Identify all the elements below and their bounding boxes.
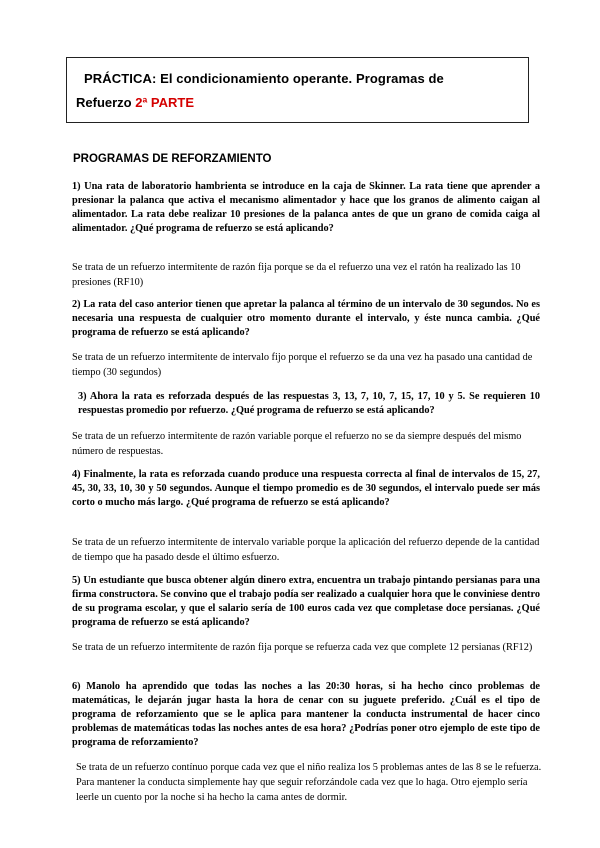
question-4: 4) Finalmente, la rata es reforzada cuando produce una respuesta correcta al final de intervalos de 15, 27, 45, 30, 33, 10, 30 y 50 segundos. Aunque el tiempo promedio es de 30 segundos, el intervalo puede ser más corto o mucho más largo. ¿Qué programa de refuerzo se está aplicando?	[72, 469, 540, 508]
section-title: PROGRAMAS DE REFORZAMIENTO	[73, 153, 272, 165]
question-3: 3) Ahora la rata es reforzada después de las respuestas 3, 13, 7, 10, 7, 15, 17, 10 y 5. Se requieren 10 respuestas promedio por refuerzo. ¿Qué programa de refuerzo se está aplicando?	[78, 391, 540, 416]
answer-4: Se trata de un refuerzo intermitente de intervalo variable porque la aplicación del refuerzo depende de la cantidad de tiempo que ha pasado desde el último esfuerzo.	[72, 537, 540, 563]
answer-5: Se trata de un refuerzo intermitente de razón fija porque se refuerza cada vez que complete 12 persianas (RF12)	[72, 642, 533, 653]
answer-1: Se trata de un refuerzo intermitente de razón fija porque se da el refuerzo una vez el ratón ha realizado las 10 presiones (RF10)	[72, 262, 521, 288]
question-5: 5) Un estudiante que busca obtener algún dinero extra, encuentra un trabajo pintando persianas para una firma constructora. Se convino que el trabajo podía ser realizado a cualquier hora que le conviniese dentro de su programa escolar, y que el salario sería de 100 euros cada vez que completase doce persianas. ¿Qué programa de refuerzo se está aplicando?	[72, 575, 541, 628]
answer-6: Se trata de un refuerzo contínuo porque cada vez que el niño realiza los 5 problemas antes de las 8 se le refuerza. Para mantener la conducta simplemente hay que seguir reforzándole cada vez que lo haga. Otro ejemplo sería leerle un cuento por la noche si ha hecho la cama antes de dormir.	[76, 762, 542, 803]
question-1: 1) Una rata de laboratorio hambrienta se introduce en la caja de Skinner. La rata tiene que aprender a presionar la palanca que activa el mecanismo alimentador y hace que los granos de alimento caigan al alimentador. La rata debe realizar 10 presiones de la palanca antes de que un grano de comida caiga al alimentador. ¿Qué programa de refuerzo se está aplicando?	[72, 181, 540, 234]
part-label: 2ª PARTE	[135, 95, 194, 110]
document-title-line2	[76, 95, 194, 110]
question-6: 6) Manolo ha aprendido que todas las noches a las 20:30 horas, si ha hecho cinco problemas de matemáticas, le dejarán jugar hasta la hora de cenar con su juguete preferido. ¿Cuál es el tipo de programa de reforzamiento que se le aplica para mantener la conducta instrumental de hacer cinco problemas de matemáticas todas las noches antes de esa hora? ¿Podrías poner otro ejemplo de este tipo de programa de reforzamiento?	[72, 681, 540, 748]
question-2: 2) La rata del caso anterior tienen que apretar la palanca al término de un intervalo de 30 segundos. No es necesaria una respuesta de cualquier otro momento durante el intervalo, y éste nunca cambia. ¿Qué programa de refuerzo se está aplicando?	[72, 299, 540, 338]
answer-2: Se trata de un refuerzo intermitente de intervalo fijo porque el refuerzo se da una vez ha pasado una cantidad de tiempo (30 segundos)	[72, 352, 533, 378]
title-refuerzo: Refuerzo	[76, 95, 132, 110]
title-box	[66, 57, 529, 123]
answer-3: Se trata de un refuerzo intermitente de razón variable porque el refuerzo no se da siempre después del mismo número de respuestas.	[72, 431, 522, 457]
document-title: PRÁCTICA: El condicionamiento operante. Programas de	[84, 71, 444, 86]
